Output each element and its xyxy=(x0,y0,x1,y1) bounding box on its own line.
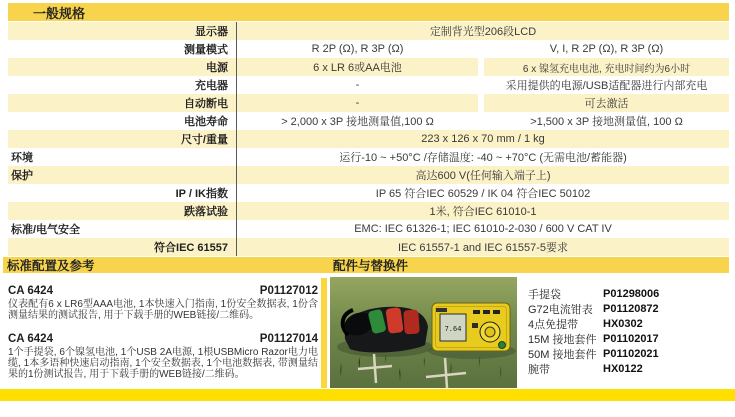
spec-value-right: 6 x 镍氢充电电池, 充电时间约为6小时 xyxy=(522,63,691,75)
spec-value: EMC: IEC 61326-1; IEC 61010-2-030 / 600 V CAT IV xyxy=(354,223,612,235)
spec-value-left: - xyxy=(355,97,360,109)
accessory-code: HX0302 xyxy=(603,317,643,330)
spec-row-drop-test xyxy=(8,202,729,220)
spec-label: 显示器 xyxy=(8,22,237,40)
product-photo xyxy=(330,277,517,388)
spec-value-left: 6 x LR 6或AA电池 xyxy=(313,62,402,74)
spec-value-left: R 2P (Ω), R 3P (Ω) xyxy=(311,43,404,55)
specs-table xyxy=(8,22,729,256)
accessory-name: G72电流钳表 xyxy=(528,303,593,316)
start-button xyxy=(499,342,506,349)
accessory-row xyxy=(528,286,729,301)
general-specs-title: 一般规格 xyxy=(33,5,86,21)
accessory-row xyxy=(528,316,729,331)
spec-label: 充电器 xyxy=(8,76,237,94)
accessory-code: HX0122 xyxy=(603,362,643,375)
accessory-code: P01102017 xyxy=(603,332,659,345)
spec-row-charger xyxy=(8,76,729,94)
accessory-row xyxy=(528,361,729,376)
accessory-name: 腕带 xyxy=(528,363,550,376)
accessory-row xyxy=(528,301,729,316)
spec-label: 电池寿命 xyxy=(8,112,237,130)
spec-label: 标准/电气安全 xyxy=(8,220,237,238)
spec-row-power xyxy=(8,58,729,76)
spec-label: 符合IEC 61557 xyxy=(8,238,237,256)
standard-config-title: 标准配置及参考 xyxy=(7,259,95,273)
earth-tester-device xyxy=(432,303,510,351)
spec-row-iec61557 xyxy=(8,238,729,256)
spec-value: IEC 61557-1 and IEC 61557-5要求 xyxy=(398,242,568,254)
spec-value: 高达600 V(任何输入端子上) xyxy=(415,170,551,182)
config-description: 1个手提袋, 6个镍氢电池, 1个USB 2A电源, 1根USBMicro Razor电力电缆, 1本多语种快速启动指南, 1个安全数据表, 1个电池数据表, 带测量结果的1份测试报告, 用于下载手册的WEB链接/二维码。 xyxy=(8,347,318,380)
spec-value-left: - xyxy=(355,79,360,91)
config-description: 仪表配有6 x LR6型AAA电池, 1本快速入门指南, 1份安全数据表, 1份含测量结果的测试报告, 用于下载手册的WEB链接/二维码。 xyxy=(8,299,318,321)
spec-row-display xyxy=(8,22,729,40)
accessories-title: 配件与替换件 xyxy=(333,259,409,273)
spec-value: 运行-10 ~ +50°C /存储温度: -40 ~ +70°C (无需电池/蓄能器) xyxy=(339,152,627,164)
spec-value-right: 可去激活 xyxy=(584,98,629,110)
accessory-name: 手提袋 xyxy=(528,288,561,301)
spec-value-right: 采用提供的电源/USB适配器进行内部充电 xyxy=(505,80,708,92)
accessories-list xyxy=(528,286,729,376)
spec-row-auto-off xyxy=(8,94,729,112)
section-divider-bar xyxy=(321,278,327,388)
spec-label: 测量模式 xyxy=(8,40,237,58)
spec-value: IP 65 符合IEC 60529 / IK 04 符合IEC 50102 xyxy=(375,188,591,200)
spec-row-measure-modes xyxy=(8,40,729,58)
config-part-number: P01127012 xyxy=(259,285,318,297)
spec-row-dimensions xyxy=(8,130,729,148)
accessory-row xyxy=(528,331,729,346)
spec-row-ip-ik xyxy=(8,184,729,202)
spec-row-protection xyxy=(8,166,729,184)
accessory-name: 4点免提带 xyxy=(528,318,579,331)
accessory-row xyxy=(528,346,729,361)
config-model: CA 6424 xyxy=(8,285,53,297)
spec-value: 1米, 符合IEC 61010-1 xyxy=(429,206,537,218)
config-item xyxy=(8,333,318,380)
spec-label: 自动断电 xyxy=(8,94,237,112)
spec-label: 环境 xyxy=(8,148,237,166)
config-model: CA 6424 xyxy=(8,333,53,345)
accessory-code: P01120872 xyxy=(603,302,659,315)
sections-header-bar xyxy=(3,257,729,273)
red-cable-reel xyxy=(403,309,420,334)
spec-value-left: > 2,000 x 3P 接地测量值,100 Ω xyxy=(281,116,434,128)
spec-value-right: >1,500 x 3P 接地测量值, 100 Ω xyxy=(530,116,683,128)
accessory-name: 50M 接地套件 xyxy=(528,348,597,361)
spec-value-right: V, I, R 2P (Ω), R 3P (Ω) xyxy=(549,43,664,55)
bottom-accent-bar xyxy=(0,389,735,401)
spec-label: IP / IK指数 xyxy=(8,184,237,202)
spec-row-standards xyxy=(8,220,729,238)
config-part-number: P01127014 xyxy=(259,333,318,345)
spec-row-environment xyxy=(8,148,729,166)
accessory-name: 15M 接地套件 xyxy=(528,333,597,346)
general-specs-header-bar xyxy=(8,3,729,21)
spec-value: 223 x 126 x 70 mm / 1 kg xyxy=(421,133,545,145)
lcd-reading: 7.64 xyxy=(444,325,462,333)
accessory-code: P01298006 xyxy=(603,287,660,300)
spec-label: 跌落试验 xyxy=(8,202,237,220)
config-item xyxy=(8,285,318,321)
spec-row-battery-life xyxy=(8,112,729,130)
spec-label: 尺寸/重量 xyxy=(8,130,237,148)
spec-label: 保护 xyxy=(8,166,237,184)
spec-label: 电源 xyxy=(8,58,237,76)
accessory-code: P01102021 xyxy=(603,347,659,360)
device-logo xyxy=(436,308,447,312)
spec-value: 定制背光型206段LCD xyxy=(429,26,537,38)
